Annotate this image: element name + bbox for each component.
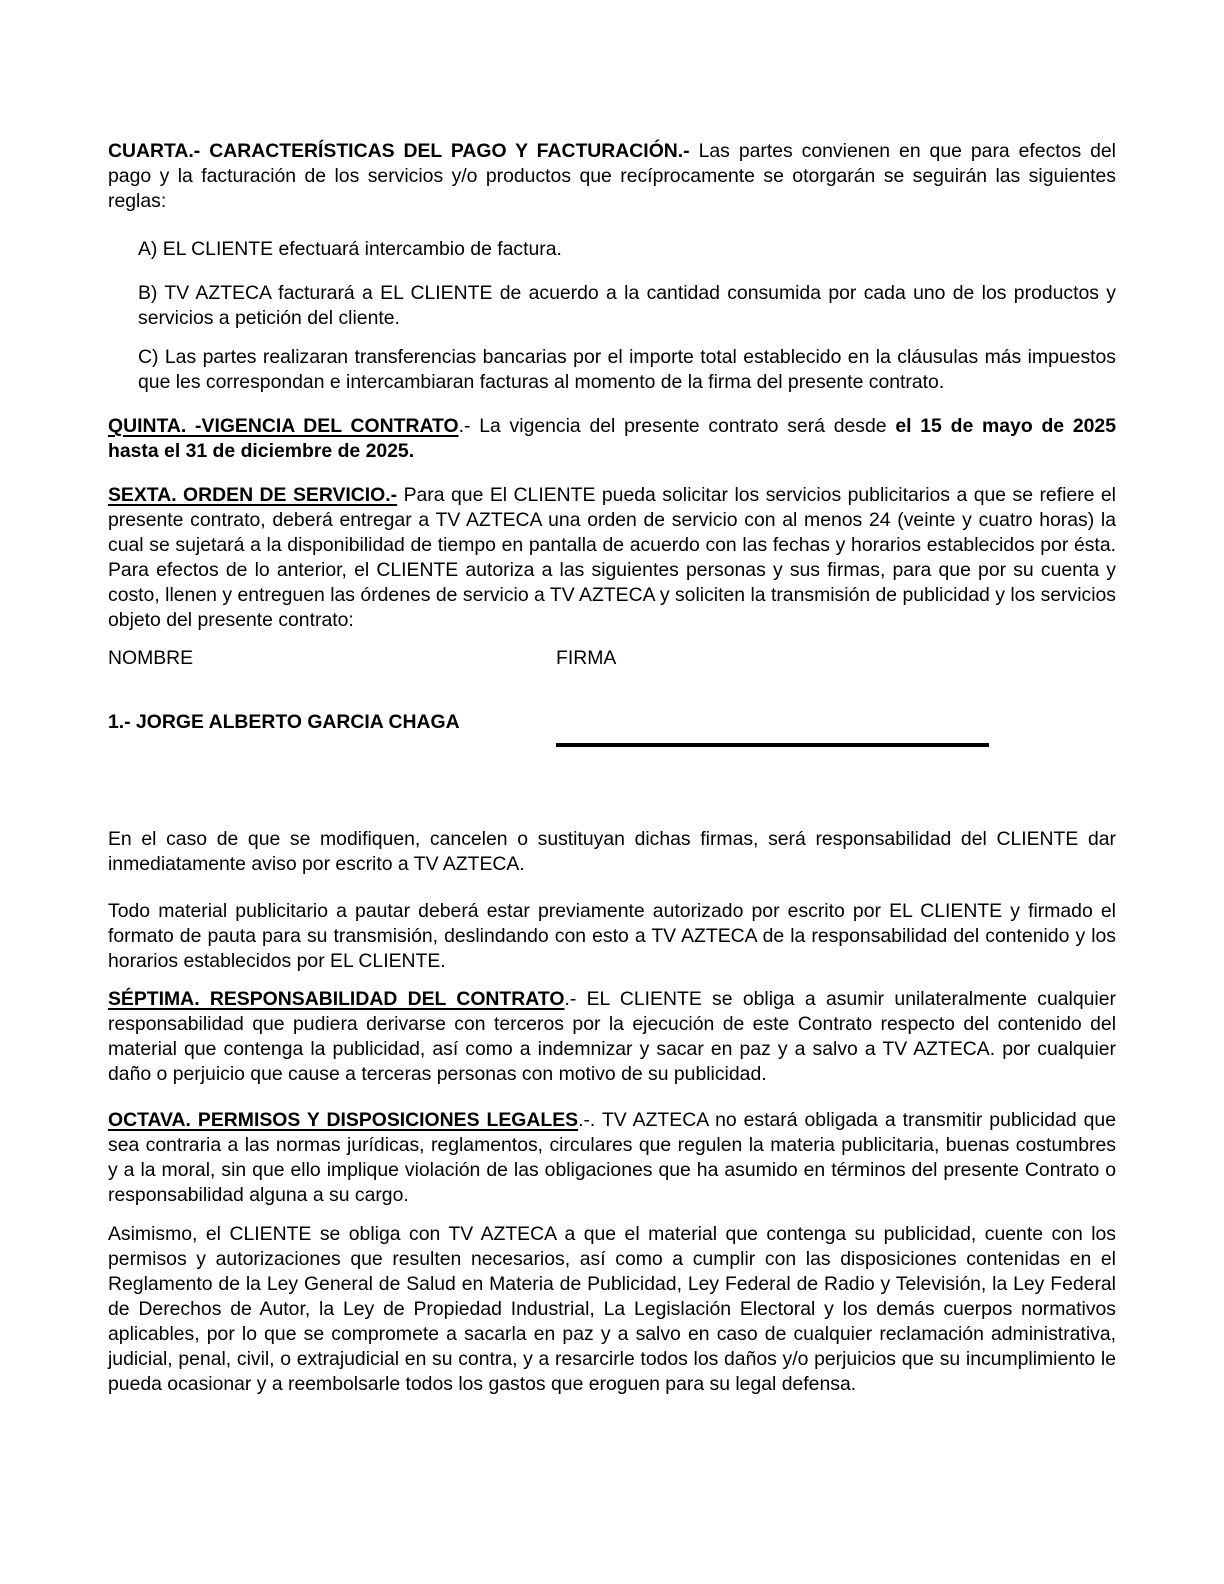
clause-octava-body: .-. TV AZTECA no estará obligada a transmitir publicidad que sea contraria a las normas jurídicas, reglamentos, circulares que regulen la materia publicitaria, buenas costumbres y a la moral, sin que ello implique violación de las obligaciones que ha asumido en términos del presente Contrato o responsabilidad alguna a su cargo. <box>108 1109 1116 1206</box>
clause-septima-heading: SÉPTIMA. RESPONSABILIDAD DEL CONTRATO <box>108 988 565 1010</box>
nombre-column-label: NOMBRE <box>108 647 194 669</box>
clause-quinta-heading: QUINTA. -VIGENCIA DEL CONTRATO <box>108 415 459 437</box>
paragraph-asimismo: Asimismo, el CLIENTE se obliga con TV AZTECA a que el material que contenga su publicidad, cuente con los permisos y autorizaciones que resulten necesarios, así como a cumplir con las disposiciones contenidas en el Reglamento de la Ley General de Salud en Materia de Publicidad, Ley Federal de Radio y Televisión, la Ley Federal de Derechos de Autor, la Ley de Propiedad Industrial, La Legislación Electoral y los demás cuerpos normativos aplicables, por lo que se compromete a sacarla en paz y a salvo en caso de cualquier reclamación administrativa, judicial, penal, civil, o extrajudicial en su contra, y a resarcirle todos los daños y/o perjuicios que su incumplimiento le pueda ocasionar y a reembolsarle todos los gastos que eroguen para su legal defensa. <box>108 1223 1116 1395</box>
clause-octava-paragraph <box>108 1108 1116 1208</box>
clause-quinta-validity-dates: el 15 de mayo de 2025 hasta el 31 de diciembre de 2025. <box>108 415 1117 462</box>
clause-quinta-body: .- La vigencia del presente contrato será desde <box>458 415 896 437</box>
clause-sexta-heading: SEXTA. ORDEN DE SERVICIO.- <box>108 484 398 506</box>
payment-item-b: B) TV AZTECA facturará a EL CLIENTE de acuerdo a la cantidad consumida por cada uno de los productos y servicios a petición del cliente. <box>138 282 1116 329</box>
payment-item-c: C) Las partes realizaran transferencias bancarias por el importe total establecido en la cláusulas más impuestos que les correspondan e intercambiaran facturas al momento de la firma del presente contrato. <box>138 346 1116 393</box>
signature-table-headers <box>108 646 1116 671</box>
signatory-row <box>108 710 1116 735</box>
clause-cuarta-body: Las partes convienen en que para efectos del pago y la facturación de los servicios y/o productos que recíprocamente se otorgarán se seguirán las siguientes reglas: <box>108 140 1116 212</box>
clause-sexta-paragraph <box>108 483 1116 633</box>
clause-sexta-body: Para que El CLIENTE pueda solicitar los servicios publicitarios a que se refiere el presente contrato, deberá entregar a TV AZTECA una orden de servicio con al menos 24 (veinte y cuatro horas) la cual se sujetará a la disponibilidad de tiempo en pantalla de acuerdo con las fechas y horarios establecidos por ésta. Para efectos de lo anterior, el CLIENTE autoriza a las siguientes personas y sus firmas, para que por su cuenta y costo, llenen y entreguen las órdenes de servicio a TV AZTECA y soliciten la transmisión de publicidad y los servicios objeto del presente contrato: <box>108 484 1116 631</box>
clause-cuarta-heading: CUARTA.- CARACTERÍSTICAS DEL PAGO Y FACTURACIÓN.- <box>108 140 690 162</box>
signature-line <box>556 743 989 747</box>
signatory-name: 1.- JORGE ALBERTO GARCIA CHAGA <box>108 711 460 733</box>
clause-septima-body: .- EL CLIENTE se obliga a asumir unilateralmente cualquier responsabilidad que pudiera derivarse con terceros por la ejecución de este Contrato respecto del contenido del material que contenga la publicidad, así como a indemnizar y sacar en paz y a salvo a TV AZTECA. por cualquier daño o perjuicio que cause a terceras personas con motivo de su publicidad. <box>108 988 1116 1085</box>
clause-octava-heading: OCTAVA. PERMISOS Y DISPOSICIONES LEGALES <box>108 1109 579 1131</box>
clause-septima-paragraph <box>108 987 1116 1087</box>
paragraph-material-authorization: Todo material publicitario a pautar deberá estar previamente autorizado por escrito por EL CLIENTE y firmado el formato de pauta para su transmisión, deslindando con esto a TV AZTECA de la responsabilidad del contenido y los horarios establecidos por EL CLIENTE. <box>108 900 1116 972</box>
clause-cuarta-paragraph <box>108 139 1116 214</box>
payment-item-a: A) EL CLIENTE efectuará intercambio de factura. <box>138 238 562 260</box>
firma-column-label: FIRMA <box>556 647 617 669</box>
contract-body <box>108 139 1116 1397</box>
clause-quinta-paragraph <box>108 414 1116 464</box>
paragraph-firmas-notice: En el caso de que se modifiquen, cancelen o sustituyan dichas firmas, será responsabilidad del CLIENTE dar inmediatamente aviso por escrito a TV AZTECA. <box>108 828 1116 875</box>
